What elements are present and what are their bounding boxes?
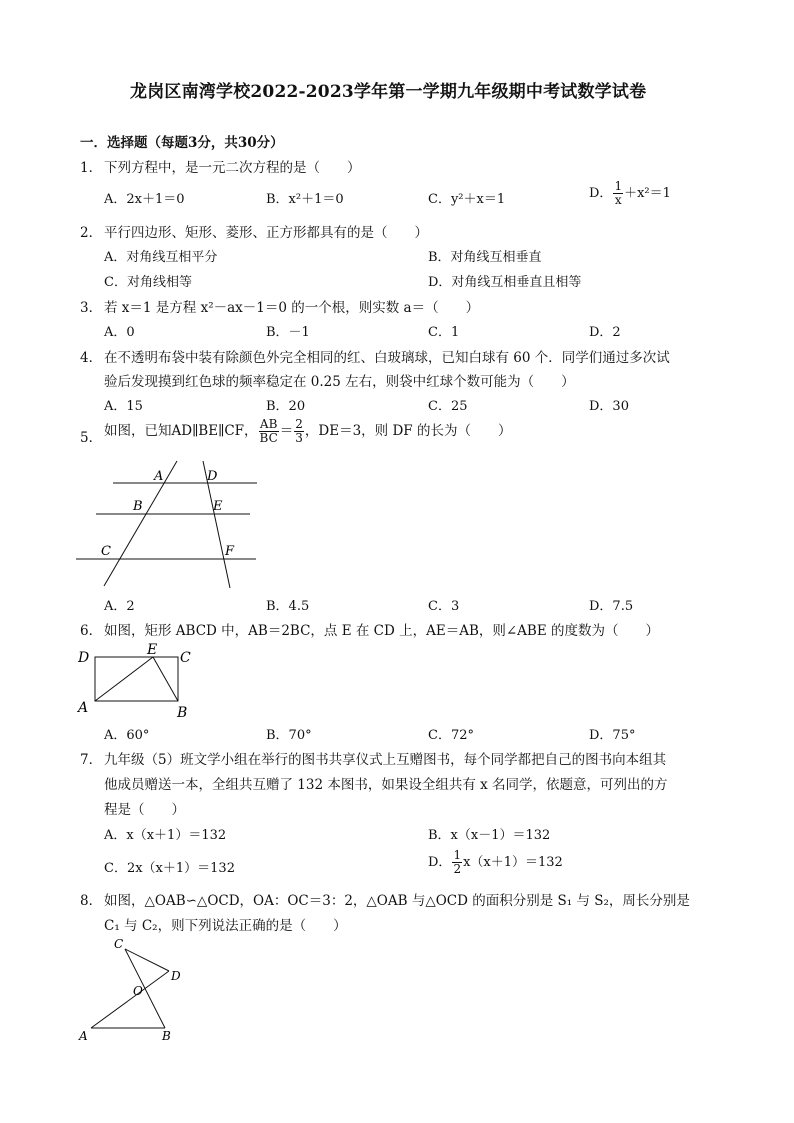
question-text-line-1: 如图，△OAB∽△OCD，OA：OC＝3：2，△OAB 与△OCD 的面积分别是 S₁ 与 S₂，周长分别是 xyxy=(104,893,690,909)
question-number: 8． xyxy=(80,893,103,909)
label-a: A xyxy=(78,700,89,716)
label-e: E xyxy=(213,499,223,514)
equals-sign: ＝ xyxy=(279,423,294,439)
question-text-post: ，DE＝3，则 DF 的长为（ ） xyxy=(304,423,512,439)
option-d: D．75° xyxy=(589,728,636,743)
label-c: C xyxy=(114,937,124,951)
option-c: C．3 xyxy=(428,599,460,614)
numerator: 1 xyxy=(614,179,623,193)
label-c: C xyxy=(101,544,111,559)
denominator: x xyxy=(614,193,622,207)
question-text: 若 x＝1 是方程 x²－ax－1＝0 的一个根，则实数 a＝（ ） xyxy=(104,300,480,316)
question-text-line-1: 在不透明布袋中装有除颜色外完全相同的红、白玻璃球，已知白球有 60 个．同学们通过多次试 xyxy=(104,350,670,366)
numerator: 2 xyxy=(295,417,303,431)
option-a: A．0 xyxy=(104,325,135,340)
label-c: C xyxy=(180,650,191,666)
page-title: 龙岗区南湾学校2022-2023学年第一学期九年级期中考试数学试卷 xyxy=(130,82,647,102)
question-number: 6． xyxy=(80,623,103,639)
option-b: B．20 xyxy=(266,399,306,414)
fraction-2-3 xyxy=(294,418,304,445)
fraction-1-2 xyxy=(452,849,462,876)
question-text: 下列方程中，是一元二次方程的是（ ） xyxy=(104,160,361,176)
denominator: 2 xyxy=(453,862,462,876)
segment-da xyxy=(91,971,169,1028)
fraction xyxy=(613,180,623,207)
option-c: C．y²＋x＝1 xyxy=(428,192,506,207)
question-number: 3． xyxy=(80,300,103,316)
option-b: B．x（x－1）＝132 xyxy=(428,828,551,843)
question-text: 如图，矩形 ABCD 中，AB＝2BC，点 E 在 CD 上，AE＝AB，则∠ABE 的度数为（ ） xyxy=(104,623,659,639)
option-a: A．x（x＋1）＝132 xyxy=(104,828,227,843)
question-text-line-2: C₁ 与 C₂，则下列说法正确的是（ ） xyxy=(104,918,347,934)
numerator: 1 xyxy=(453,848,462,862)
label-b: B xyxy=(162,1029,171,1043)
option-d: D．2 xyxy=(589,325,621,340)
question-number: 2． xyxy=(80,225,103,241)
fraction-ab-bc xyxy=(259,418,279,445)
option-a: A．2x＋1＝0 xyxy=(104,192,185,207)
option-a: A．对角线互相平分 xyxy=(104,250,218,265)
option-b: B．－1 xyxy=(266,325,310,340)
segment-be xyxy=(153,657,178,701)
option-d: D．30 xyxy=(589,399,629,414)
label-d: D xyxy=(78,650,90,666)
label-d: D xyxy=(171,969,181,983)
option-c: C．25 xyxy=(428,399,468,414)
option-b: B．x²＋1＝0 xyxy=(266,192,344,207)
numerator: AB xyxy=(259,417,278,431)
option-c: C．72° xyxy=(428,728,474,743)
question-text-line-1: 九年级（5）班文学小组在举行的图书共享仪式上互赠图书，每个同学都把自己的图书向本组其 xyxy=(104,752,667,768)
segment-ae xyxy=(95,657,153,701)
parallel-lines-figure xyxy=(70,455,265,595)
option-a: A．2 xyxy=(104,599,135,614)
option-d xyxy=(428,849,563,876)
option-c: C．2x（x＋1）＝132 xyxy=(104,861,235,876)
question-text: 平行四边形、矩形、菱形、正方形都具有的是（ ） xyxy=(104,225,428,241)
label-a: A xyxy=(154,469,164,484)
question-text-pre: 如图，已知AD∥BE∥CF， xyxy=(104,423,258,439)
option-b: B．对角线互相垂直 xyxy=(428,250,542,265)
question-number: 1． xyxy=(80,160,103,176)
option-c: C．1 xyxy=(428,325,460,340)
option-d-tail: x（x＋1）＝132 xyxy=(463,855,563,870)
question-number: 7． xyxy=(80,752,103,768)
option-d: D．7.5 xyxy=(589,599,634,614)
option-d-label: D． xyxy=(589,186,613,201)
question-text xyxy=(104,418,511,445)
rectangle-figure xyxy=(72,640,202,722)
transversal-left xyxy=(104,461,177,586)
option-b: B．70° xyxy=(266,728,312,743)
segment-cd xyxy=(125,949,169,971)
question-number: 4． xyxy=(80,350,103,366)
question-text-line-2: 他成员赠送一本，全组共互赠了 132 本图书，如果设全组共有 x 名同学，依题意，可列出的方 xyxy=(104,777,668,793)
label-b: B xyxy=(177,705,188,721)
option-d xyxy=(589,180,671,207)
option-b: B．4.5 xyxy=(266,599,310,614)
similar-triangles-figure xyxy=(74,936,194,1048)
section-heading: 一．选择题（每题3分，共30分） xyxy=(80,135,284,151)
question-text-line-2: 验后发现摸到红色球的频率稳定在 0.25 左右，则袋中红球个数可能为（ ） xyxy=(104,374,575,390)
label-b: B xyxy=(133,499,143,514)
denominator: BC xyxy=(259,431,278,445)
option-c: C．对角线相等 xyxy=(104,275,192,290)
denominator: 3 xyxy=(295,431,303,445)
label-e: E xyxy=(147,642,158,658)
option-a: A．60° xyxy=(104,728,150,743)
option-a: A．15 xyxy=(104,399,143,414)
option-d: D．对角线互相垂直且相等 xyxy=(428,275,582,290)
label-d: D xyxy=(207,469,218,484)
label-f: F xyxy=(225,544,235,559)
option-d-label: D． xyxy=(428,855,452,870)
question-number: 5． xyxy=(80,430,103,446)
option-d-tail: ＋x²＝1 xyxy=(624,186,671,201)
question-text-line-3: 程是（ ） xyxy=(104,802,185,818)
label-o: O xyxy=(133,984,143,998)
label-a: A xyxy=(79,1029,88,1043)
